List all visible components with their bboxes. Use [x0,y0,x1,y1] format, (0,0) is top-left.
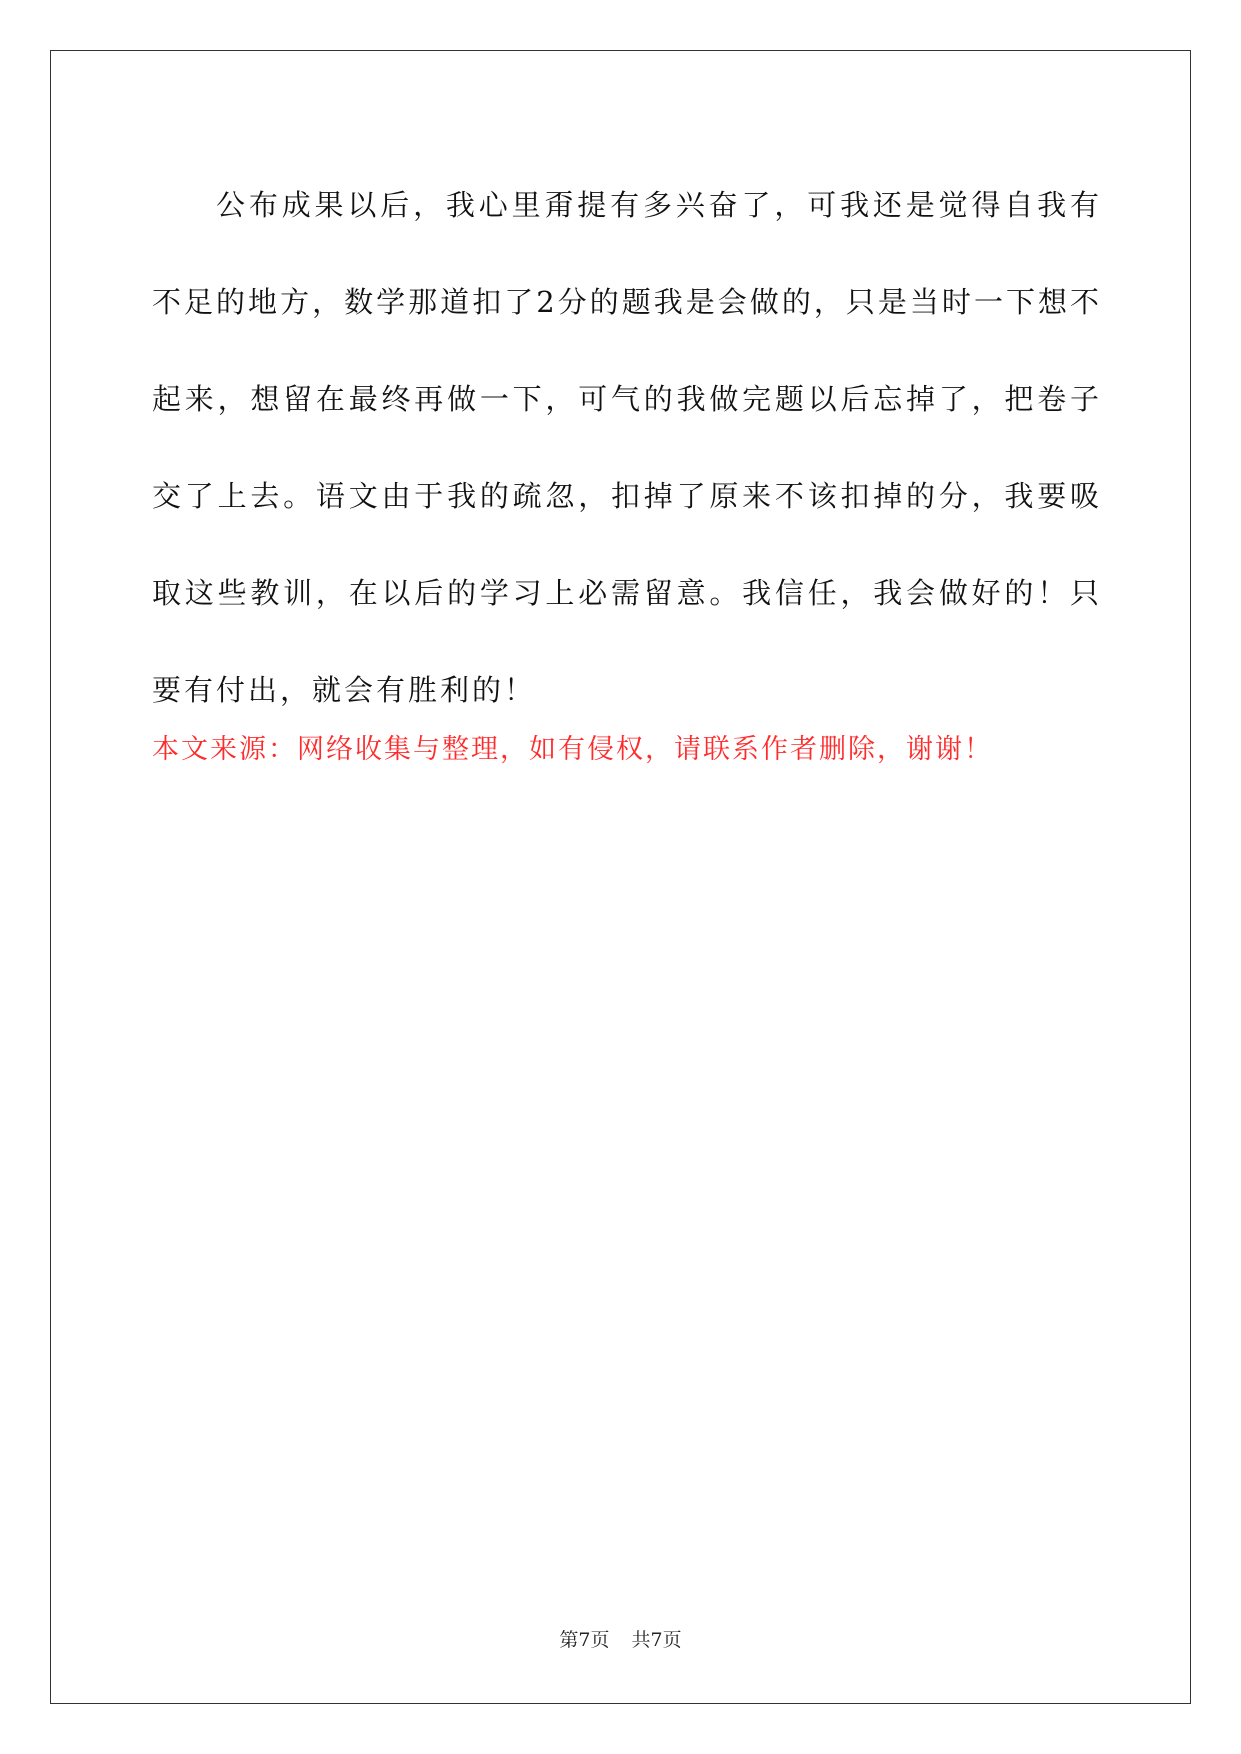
page-number-total: 共7页 [631,1629,682,1651]
page-footer [0,1625,1241,1652]
body-paragraph: 公布成果以后，我心里甭提有多兴奋了，可我还是觉得自我有不足的地方，数学那道扣了2分的题我是会做的，只是当时一下想不起来，想留在最终再做一下，可气的我做完题以后忘掉了，把卷子交了上去。语文由于我的疏忽，扣掉了原来不该扣掉的分，我要吸取这些教训，在以后的学习上必需留意。我信任，我会做好的！只要有付出，就会有胜利的！ [152,188,1102,707]
source-note: 本文来源：网络收集与整理，如有侵权，请联系作者删除，谢谢！ [152,734,993,765]
page-number-current: 第7页 [559,1629,610,1651]
